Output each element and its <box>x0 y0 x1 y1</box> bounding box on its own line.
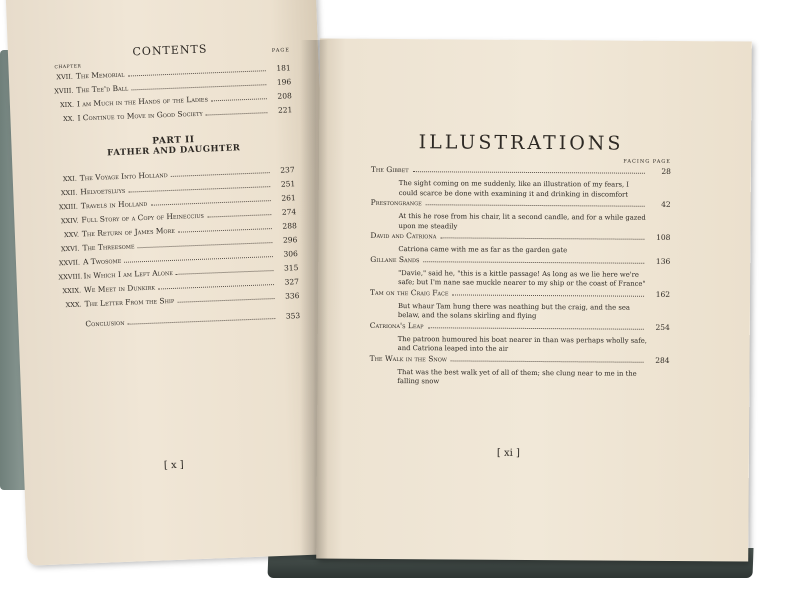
illustration-leader <box>451 360 644 362</box>
toc-title: Conclusion <box>85 317 125 329</box>
toc-roman: XXIII. <box>58 202 79 212</box>
illustration-entry <box>370 231 670 257</box>
illustration-title-row <box>370 231 670 243</box>
illustrations-heading: ILLUSTRATIONS <box>418 131 624 155</box>
toc-roman: XXVIII. <box>58 272 83 282</box>
illustration-caption: The patroon humoured his boat nearer in than was perhaps wholly safe, and Catriona leaped into the air <box>397 334 647 353</box>
toc-page: 221 <box>277 105 293 115</box>
toc-title: Full Story of a Copy of Heineccius <box>81 210 205 225</box>
toc-page: 181 <box>276 63 291 73</box>
illustration-leader <box>423 261 644 264</box>
toc-roman: XXIX. <box>62 286 82 296</box>
toc-leader <box>207 214 271 217</box>
gutter-shadow <box>300 40 328 560</box>
illustration-title: The Gibbet <box>370 164 409 175</box>
toc-title: The Voyage Into Holland <box>79 170 168 183</box>
toc-title: In Which I am Left Alone <box>83 267 174 281</box>
toc-title: A Twosome <box>82 255 122 267</box>
toc-title: The Letter From the Ship <box>84 295 175 309</box>
contents-section <box>50 39 301 332</box>
toc-leader <box>178 228 272 233</box>
toc-leader <box>177 298 274 303</box>
toc-roman: XVIII. <box>54 86 74 96</box>
toc-leader <box>124 256 273 263</box>
toc-page: 327 <box>284 277 300 287</box>
toc-roman: XX. <box>63 114 75 124</box>
illustration-title: Gillane Sands <box>370 254 420 264</box>
toc-title: The Tee'd Ball <box>76 83 129 95</box>
illustrations-section <box>369 131 671 389</box>
illustration-title-row <box>370 353 670 365</box>
toc-leader <box>211 98 267 101</box>
toc-page: 306 <box>283 249 299 259</box>
illustration-title-row <box>371 198 671 210</box>
toc-leader <box>176 270 273 275</box>
contents-page-header: PAGE <box>271 47 291 54</box>
right-page <box>316 38 752 561</box>
toc-roman: XXX. <box>65 300 82 310</box>
toc-leader <box>158 284 274 289</box>
toc-row <box>60 309 300 332</box>
toc-roman: XXIV. <box>60 216 79 226</box>
part2-heading: PART II <box>152 135 195 147</box>
illustration-leader <box>426 204 645 207</box>
illustration-entry <box>369 353 669 388</box>
toc-page: 296 <box>282 235 298 245</box>
toc-title: Travels in Holland <box>80 198 148 211</box>
toc-page: 315 <box>283 263 299 273</box>
toc-page: 251 <box>280 179 296 189</box>
illustration-leader <box>453 294 645 296</box>
illustration-title: Tam on the Craig Face <box>370 287 449 297</box>
illustration-leader <box>428 327 644 330</box>
illustration-caption: Catriona came with me as far as the garden gate <box>398 245 568 255</box>
toc-roman: XXI. <box>62 174 77 184</box>
toc-page: 336 <box>284 291 300 301</box>
toc-leader <box>171 172 270 177</box>
illustration-caption: But whaur Tam hung there was neathing but the craig, and the sea belaw, and the solans skirling and flying <box>397 301 630 321</box>
illustration-page: 254 <box>655 322 670 332</box>
left-page <box>5 0 338 566</box>
illustration-title-row <box>370 287 670 299</box>
contents-title: CONTENTS <box>132 42 208 59</box>
facing-page-label: FACING PAGE <box>623 158 671 165</box>
toc-title: The Return of James More <box>81 225 176 239</box>
illustration-caption: That was the best walk yet of all of them; she clung near to me in the falling snow <box>397 367 637 386</box>
illustration-page: 108 <box>656 232 671 242</box>
illustration-title-row <box>371 165 671 177</box>
part1-list <box>51 61 293 126</box>
toc-title: We Meet in Dunkirk <box>83 282 156 295</box>
toc-page: 208 <box>277 91 292 101</box>
illustration-title: Prestongrange <box>370 197 422 208</box>
toc-title: The Threesome <box>82 241 135 253</box>
illustration-leader <box>440 237 644 239</box>
part2-list <box>55 163 301 332</box>
toc-title: I Continue to Move in Good Society <box>77 108 203 123</box>
toc-roman: XXV. <box>63 230 80 240</box>
toc-roman: XXVI. <box>60 244 80 254</box>
illustration-entry <box>370 287 670 322</box>
part2-subheading: FATHER AND DAUGHTER <box>107 143 241 159</box>
toc-roman: XXII. <box>60 188 78 198</box>
toc-leader <box>150 200 270 206</box>
toc-roman: XXVII. <box>58 258 81 268</box>
illustration-page: 162 <box>655 289 671 299</box>
toc-leader <box>128 70 266 76</box>
illustration-title: The Walk in the Snow <box>369 353 447 363</box>
contents-chapter-header: CHAPTER <box>54 64 82 71</box>
toc-page: 353 <box>285 311 301 321</box>
toc-roman <box>61 326 83 327</box>
toc-leader <box>138 242 273 248</box>
toc-leader <box>128 186 270 192</box>
toc-page: 237 <box>280 165 295 175</box>
illustration-page: 284 <box>655 355 670 365</box>
illustration-caption: The sight coming on me suddenly, like an illustration of my fears, I could scarce be done with examining it and drinking in discomfort <box>398 179 630 199</box>
illustration-title: David and Catriona <box>370 230 437 241</box>
toc-roman: XIX. <box>59 100 75 110</box>
illustration-page: 42 <box>661 199 671 209</box>
toc-title: Helvoetsluys <box>80 185 126 197</box>
illustration-entry <box>371 165 671 200</box>
left-page-folio: [ x ] <box>163 459 184 472</box>
toc-page: 261 <box>281 193 296 203</box>
illustration-page: 136 <box>655 256 671 266</box>
illustration-caption: At this he rose from his chair, lit a second candle, and for a while gazed upon me steadily <box>398 212 646 230</box>
toc-page: 274 <box>281 207 297 217</box>
illustration-title-row <box>370 320 670 332</box>
illustration-caption: "Davie," said he, "this is a kittle passage! As long as we lie here we're safe; but I'm nane sae muckle nearer to my ship or the coast of France" <box>398 268 646 288</box>
toc-title: The Memorial <box>75 69 125 81</box>
illustration-list <box>369 165 671 389</box>
toc-leader <box>131 84 266 90</box>
toc-page: 196 <box>276 77 292 87</box>
illustration-entry <box>370 198 670 233</box>
illustration-leader <box>413 171 645 174</box>
toc-title: I am Much in the Hands of the Ladies <box>76 94 209 109</box>
illustration-title-row <box>370 254 670 266</box>
illustration-title: Catriona's Leap <box>369 320 424 330</box>
toc-page: 288 <box>282 221 297 231</box>
toc-roman: XVII. <box>56 72 74 82</box>
toc-leader <box>206 112 268 115</box>
illustration-page: 28 <box>661 166 671 176</box>
illustration-entry <box>370 254 670 289</box>
illustration-entry <box>370 320 670 355</box>
right-page-folio: [ xi ] <box>496 447 520 459</box>
toc-leader <box>128 318 276 325</box>
